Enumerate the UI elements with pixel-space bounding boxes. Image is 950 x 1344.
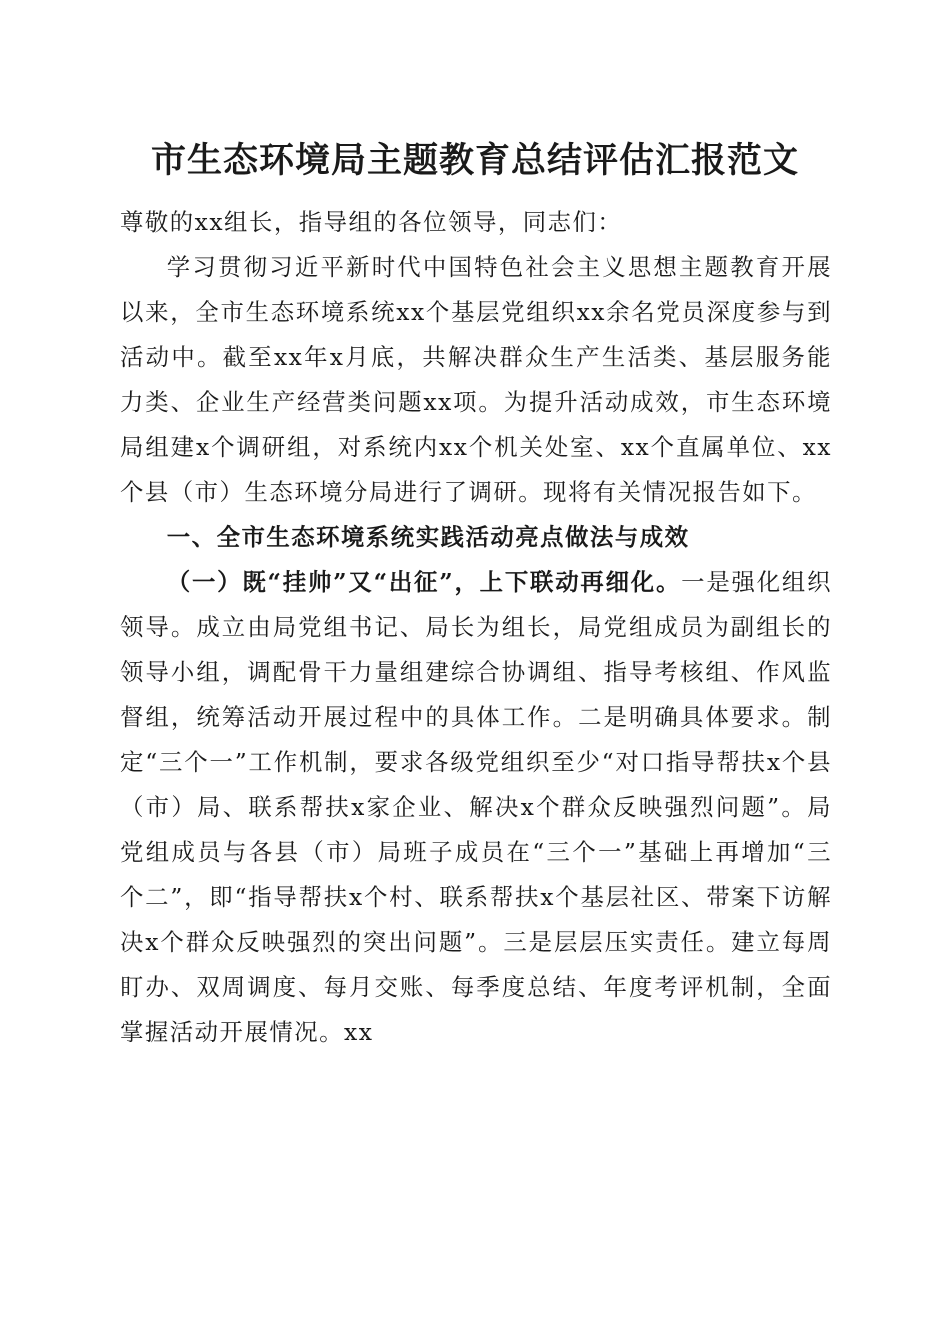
salutation: 尊敬的xx组长，指导组的各位领导，同志们：: [120, 208, 623, 236]
intro-paragraph: 学习贯彻习近平新时代中国特色社会主义思想主题教育开展以来，全市生态环境系统xx个基层党组织xx余名党员深度参与到活动中。截至xx年x月底，共解决群众生产生活类、基层服务能力类、企业生产经营类问题xx项。为提升活动成效，市生态环境局组建x个调研组，对系统内xx个机关处室、xx个直属单位、xx个县（市）生态环境分局进行了调研。现将有关情况报告如下。: [120, 253, 832, 506]
document-title: 市生态环境局主题教育总结评估汇报范文: [150, 140, 799, 181]
document-body: [120, 200, 832, 1055]
section-heading: 一、全市生态环境系统实践活动亮点做法与成效: [166, 523, 690, 551]
subsection-paragraph: [120, 560, 832, 1055]
subsection-body: 一是强化组织领导。成立由局党组书记、局长为组长，局党组成员为副组长的领导小组，调配骨干力量组建综合协调组、指导考核组、作风监督组，统筹活动开展过程中的具体工作。二是明确具体要求。制定“三个一”工作机制，要求各级党组织至少“对口指导帮扶x个县（市）局、联系帮扶x家企业、解决x个群众反映强烈问题”。局党组成员与各县（市）局班子成员在“三个一”基础上再增加“三个二”，即“指导帮扶x个村、联系帮扶x个基层社区、带案下访解决x个群众反映强烈的突出问题”。三是层层压实责任。建立每周盯办、双周调度、每月交账、每季度总结、年度考评机制，全面掌握活动开展情况。xx: [120, 568, 832, 1046]
subsection-title: （一）既“挂帅”又“出征”，上下联动再细化。: [166, 568, 682, 596]
